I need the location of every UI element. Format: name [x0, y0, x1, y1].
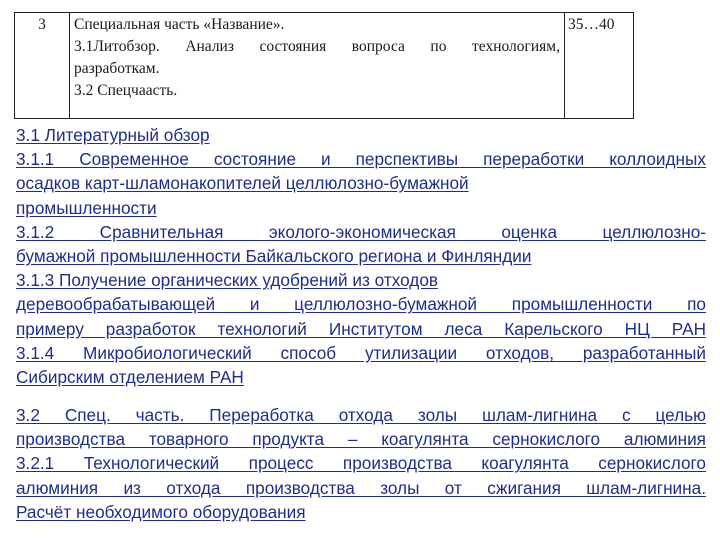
toc-link[interactable]: деревообрабатывающей и целлюлозно-бумажной промышленности по: [16, 294, 706, 315]
contents-table: [14, 12, 634, 119]
toc-link[interactable]: 3.2.1 Технологический процесс производства коагулянта сернокислого: [16, 453, 706, 474]
toc-link[interactable]: алюминия из отхода производства золы от сжигания шлам-лигнина.: [16, 477, 706, 498]
special-part-links: [16, 403, 706, 524]
toc-link[interactable]: 3.1.2 Сравнительная эколого-экономическая оценка целлюлозно-: [16, 221, 706, 242]
section-title-cell: [70, 13, 565, 119]
section-title-line: 3.2 Спецчаасть.: [74, 82, 178, 99]
literature-review-links: [16, 123, 706, 389]
toc-link[interactable]: 3.1.1 Современное состояние и перспективы переработки коллоидных: [16, 149, 706, 170]
section-title-line: 3.1Литобзор. Анализ состояния вопроса по технологиям,: [74, 38, 560, 55]
section-title-line: Специальная часть «Название».: [74, 16, 285, 33]
toc-link[interactable]: производства товарного продукта – коагулянта сернокислого алюминия: [16, 429, 706, 450]
toc-link[interactable]: Сибирским отделением РАН: [16, 367, 244, 388]
section-title-line: разработкам.: [74, 60, 160, 77]
section-pages: 35…40: [565, 13, 634, 119]
toc-link[interactable]: 3.1 Литературный обзор: [16, 125, 210, 145]
toc-link[interactable]: примеру разработок технологий Институтом леса Карельского НЦ РАН: [16, 318, 706, 339]
table-row: [15, 13, 634, 119]
toc-link[interactable]: промышленности: [16, 197, 157, 218]
toc-link[interactable]: 3.2 Спец. часть. Переработка отхода золы шлам-лигнина с целью: [16, 405, 706, 425]
toc-link[interactable]: 3.1.4 Микробиологический способ утилизации отходов, разработанный: [16, 342, 706, 363]
section-number: 3: [15, 13, 70, 119]
toc-link[interactable]: Расчёт необходимого оборудования: [16, 501, 306, 522]
toc-link[interactable]: 3.1.3 Получение органических удобрений из отходов: [16, 270, 439, 291]
toc-link[interactable]: осадков карт-шламонакопителей целлюлозно-бумажной: [16, 173, 469, 194]
toc-link[interactable]: бумажной промышленности Байкальского региона и Финляндии: [16, 246, 532, 267]
